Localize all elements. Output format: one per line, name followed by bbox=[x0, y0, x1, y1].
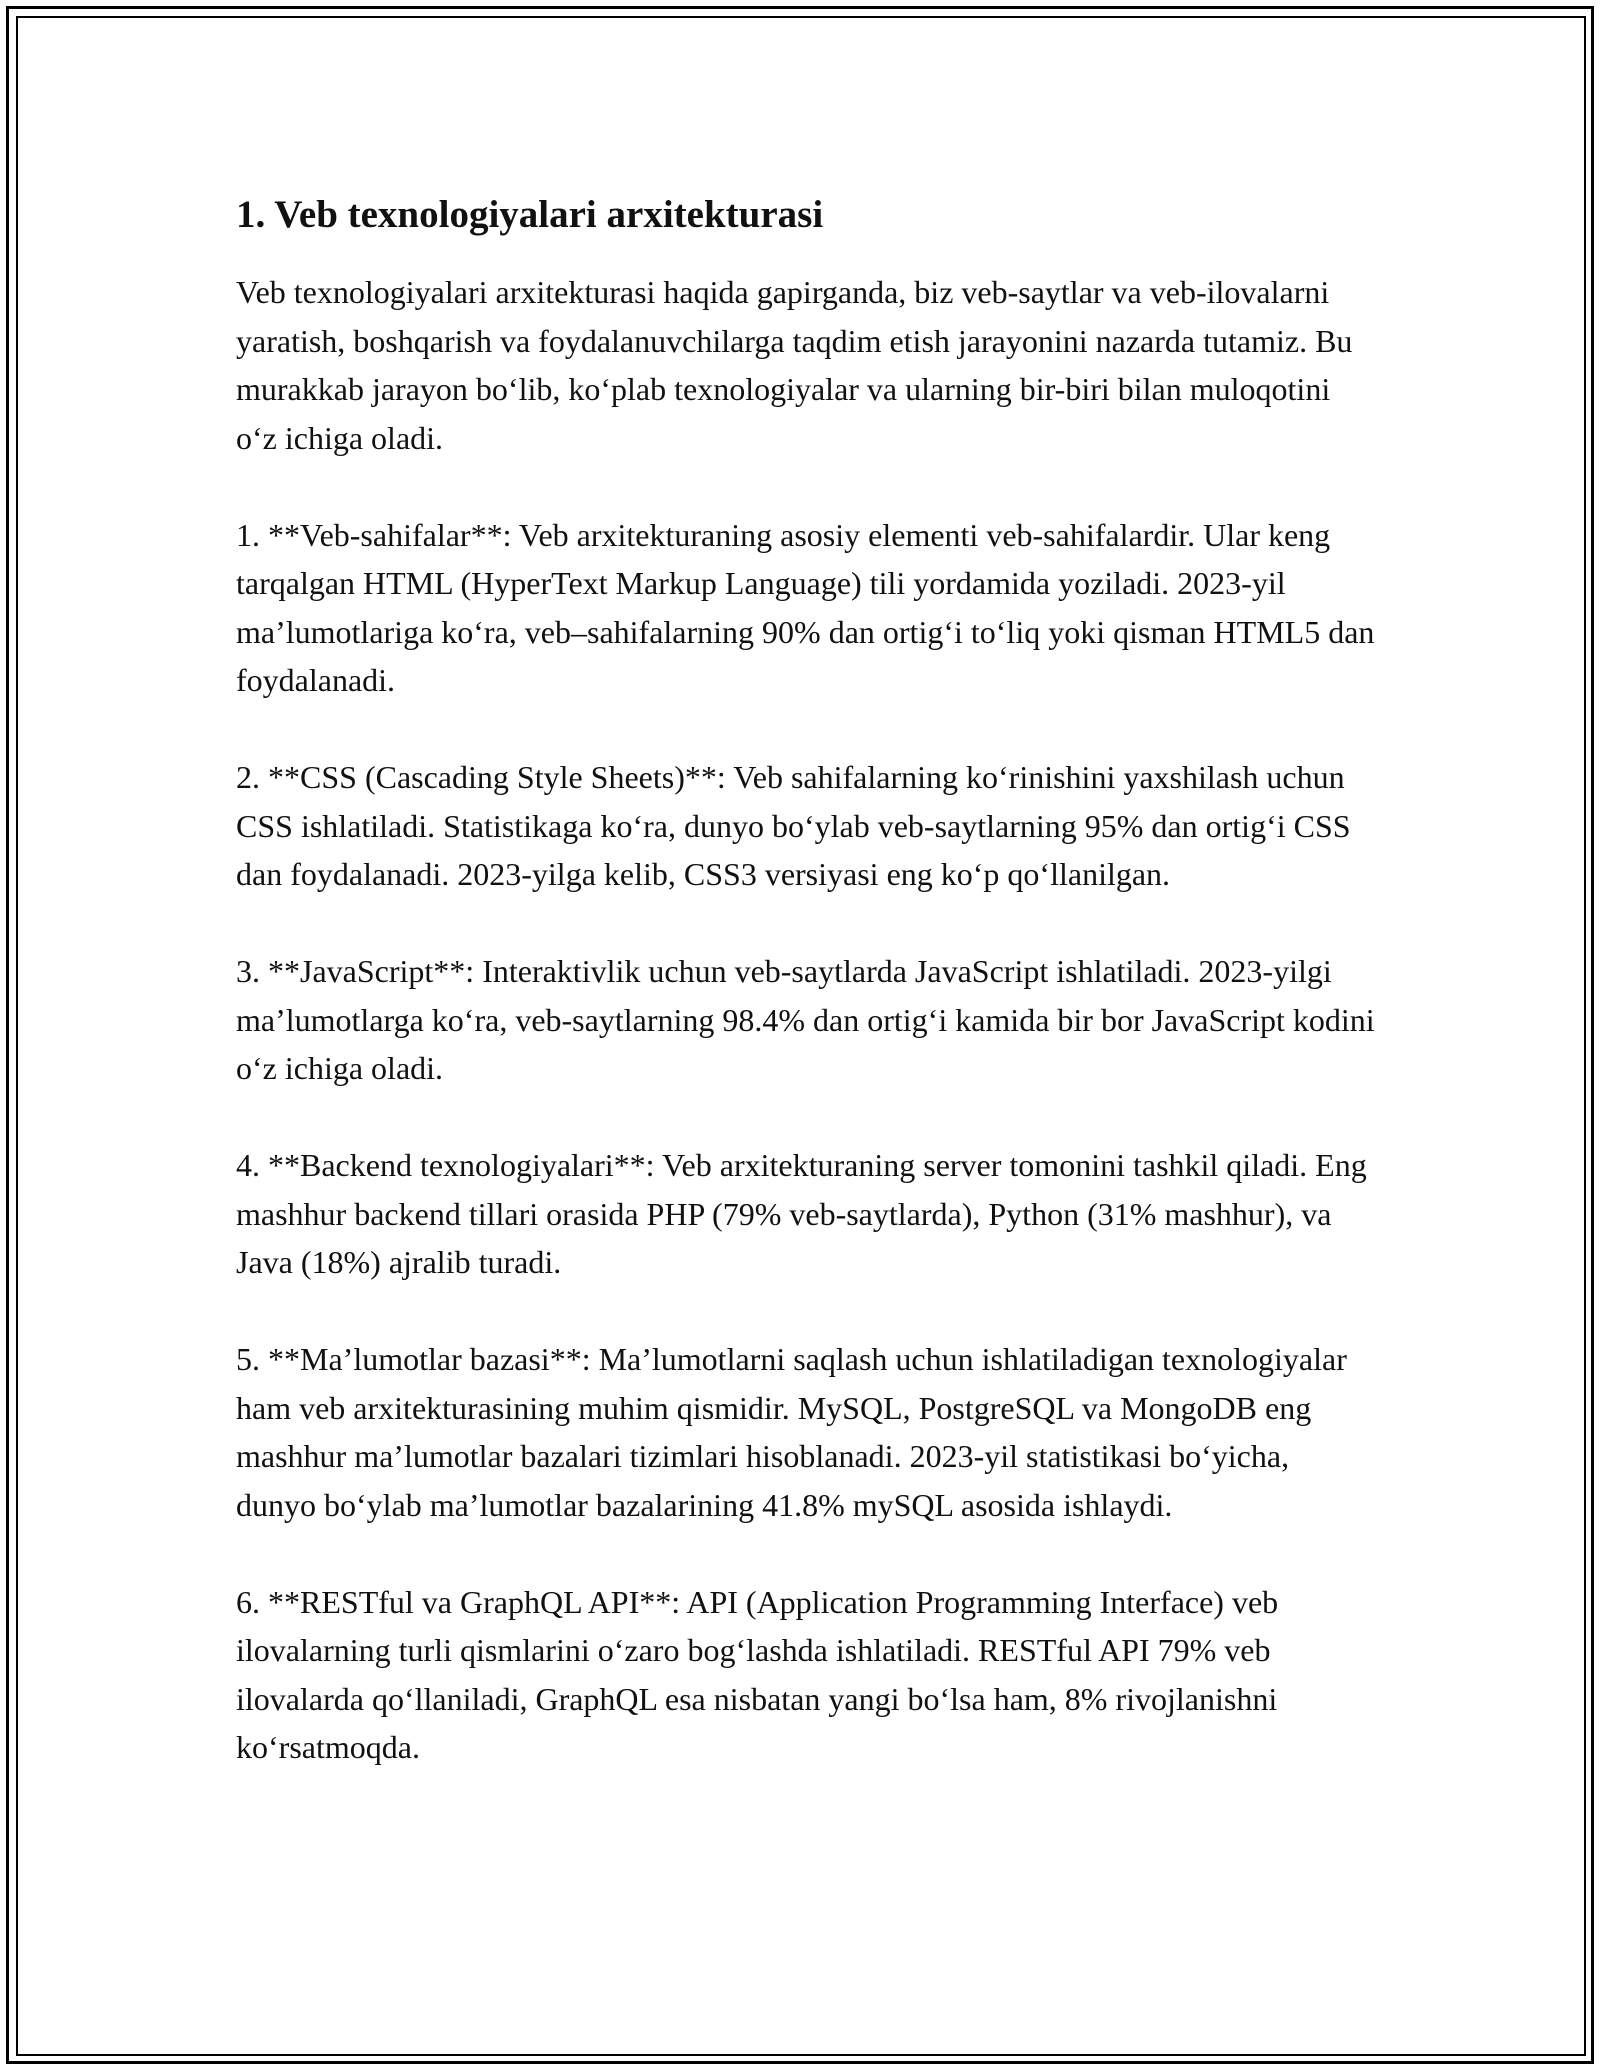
document-title: 1. Veb texnologiyalari arxitekturasi bbox=[236, 193, 824, 236]
section-paragraph-css: 2. **CSS (Cascading Style Sheets)**: Veb sahifalarning ko‘rinishini yaxshilash uchun CSS ishlatiladi. Statistikaga ko‘ra, dunyo bo‘ylab veb-saytlarning 95% dan ortig‘i CSS dan foydalanadi. 2023-yilga kelib, CSS3 versiyasi eng ko‘p qo‘llanilgan. bbox=[236, 759, 1351, 892]
section-paragraph-database: 5. **Ma’lumotlar bazasi**: Ma’lumotlarni saqlash uchun ishlatiladigan texnologiyalar ham veb arxitekturasining muhim qismidir. MySQL, PostgreSQL va MongoDB eng mashhur ma’lumotlar bazalari tizimlari hisoblanadi. 2023-yil statistikasi bo‘yicha, dunyo bo‘ylab ma’lumotlar bazalarining 41.8% mySQL asosida ishlaydi. bbox=[236, 1341, 1347, 1523]
intro-paragraph: Veb texnologiyalari arxitekturasi haqida gapirganda, biz veb-saytlar va veb-ilovalarni yaratish, boshqarish va foydalanuvchilarga taqdim etish jarayonini nazarda tutamiz. Bu murakkab jarayon bo‘lib, ko‘plab texnologiyalar va ularning bir-biri bilan muloqotini o‘z ichiga oladi. bbox=[236, 274, 1353, 456]
section-paragraph-web-pages: 1. **Veb-sahifalar**: Veb arxitekturaning asosiy elementi veb-sahifalardir. Ular keng tarqalgan HTML (HyperText Markup Language) tili yordamida yoziladi. 2023-yil ma’lumotlariga ko‘ra, veb–sahifalarning 90% dan ortig‘i to‘liq yoki qisman HTML5 dan foydalanadi. bbox=[236, 516, 1375, 698]
document-body bbox=[236, 190, 1376, 1820]
section-paragraph-backend: 4. **Backend texnologiyalari**: Veb arxitekturaning server tomonini tashkil qiladi. Eng mashhur backend tillari orasida PHP (79% veb-saytlarda), Python (31% mashhur), va Java (18%) ajralib turadi. bbox=[236, 1147, 1367, 1280]
section-paragraph-javascript: 3. **JavaScript**: Interaktivlik uchun veb-saytlarda JavaScript ishlatiladi. 2023-yilgi ma’lumotlarga ko‘ra, veb-saytlarning 98.4% dan ortig‘i kamida bir bor JavaScript kodini o‘z ichiga oladi. bbox=[236, 953, 1375, 1086]
section-paragraph-api: 6. **RESTful va GraphQL API**: API (Application Programming Interface) veb ilovalarning turli qismlarini o‘zaro bog‘lashda ishlatiladi. RESTful API 79% veb ilovalarda qo‘llaniladi, GraphQL esa nisbatan yangi bo‘lsa ham, 8% rivojlanishni ko‘rsatmoqda. bbox=[236, 1583, 1279, 1765]
